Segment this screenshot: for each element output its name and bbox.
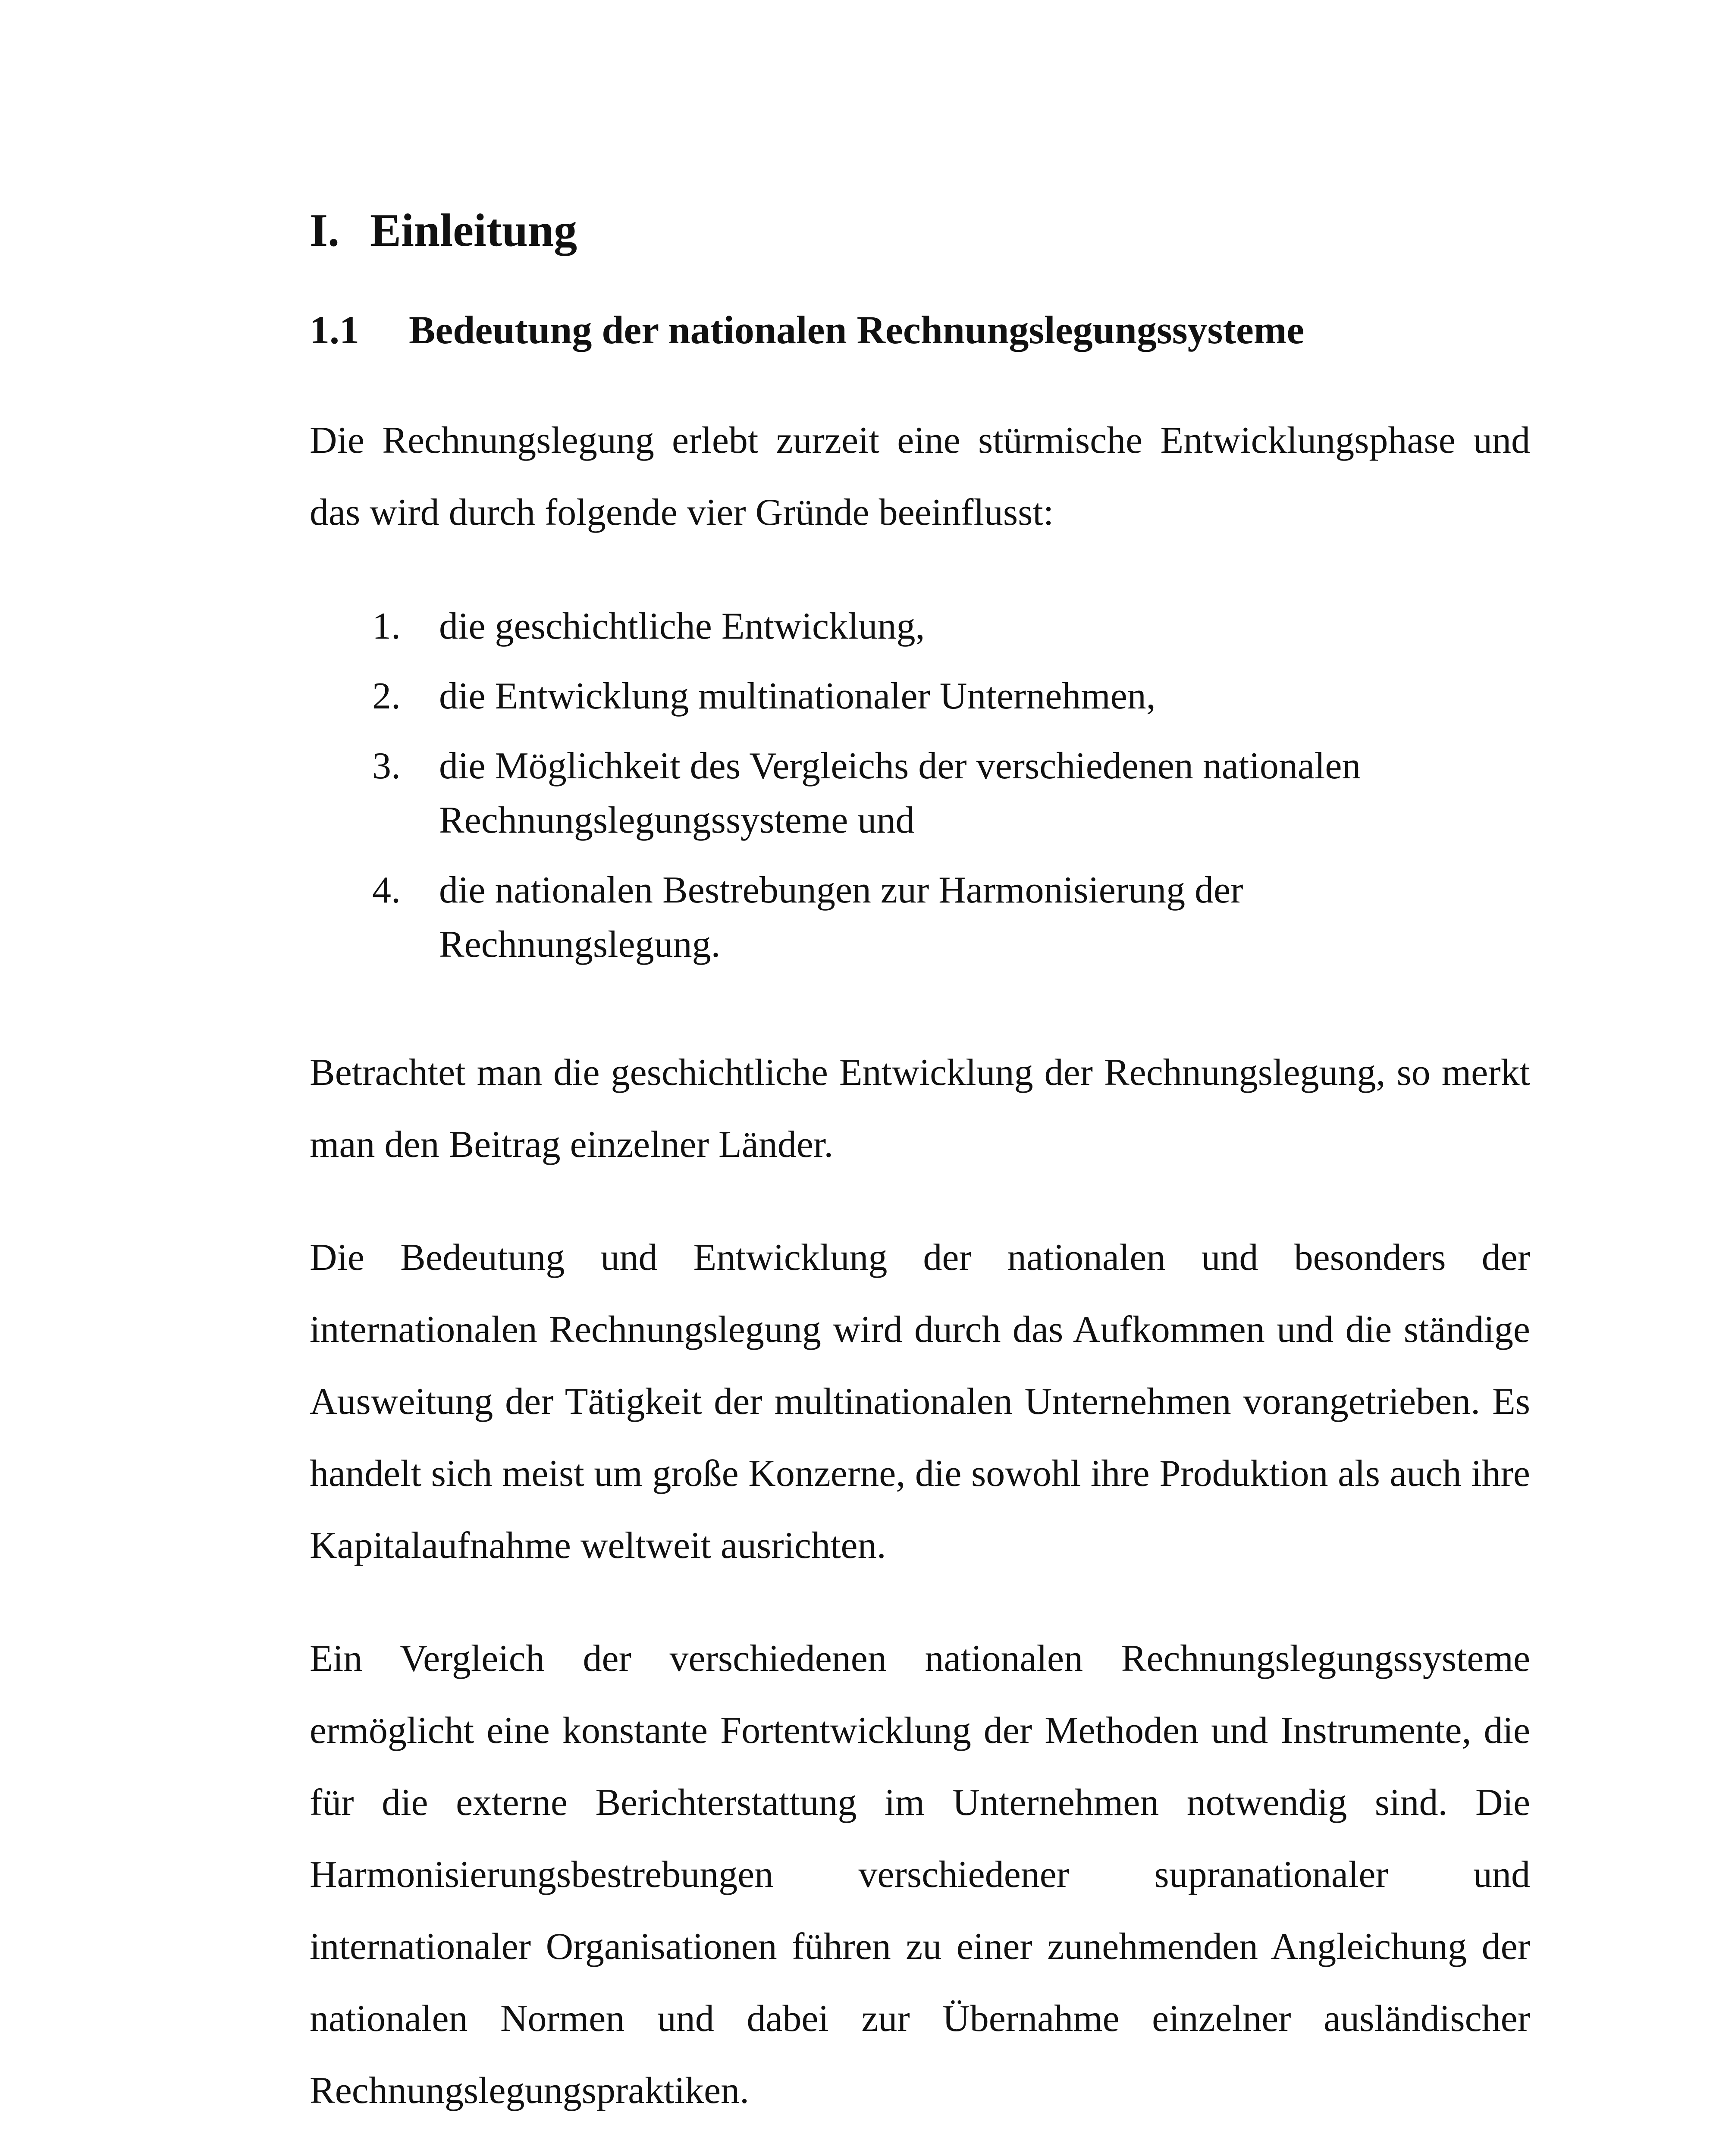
list-item-text: die nationalen Bestrebungen zur Harmonisierung der Rechnungslegung. — [439, 869, 1243, 965]
section-title: Bedeutung der nationalen Rechnungslegungssysteme — [409, 308, 1305, 352]
list-item — [310, 739, 1530, 848]
history-paragraph: Betrachtet man die geschichtliche Entwicklung der Rechnungslegung, so merkt man den Beitrag einzelner Länder. — [310, 1052, 1530, 1166]
multinational-paragraph: Die Bedeutung und Entwicklung der nationalen und besonders der internationalen Rechnungslegung wird durch das Aufkommen und die ständige Ausweitung der Tätigkeit der multinationalen Unternehmen vorangetrieben. Es handelt sich meist um große Konzerne, die sowohl ihre Produktion als auch ihre Kapitalaufnahme weltweit ausrichten. — [310, 1237, 1530, 1567]
list-item — [310, 863, 1530, 972]
section-number: 1.1 — [310, 308, 359, 352]
chapter-number: I. — [310, 205, 340, 256]
list-item-text: die Möglichkeit des Vergleichs der verschiedenen nationalen Rechnungslegungssysteme und — [439, 745, 1361, 841]
list-item — [310, 669, 1530, 724]
list-item — [310, 599, 1530, 654]
list-marker: 1. — [372, 605, 401, 647]
list-item-text: die Entwicklung multinationaler Unternehmen, — [439, 675, 1156, 717]
chapter-title: Einleitung — [370, 205, 577, 256]
chapter-heading — [310, 203, 1530, 259]
section-heading — [310, 306, 1530, 354]
list-marker: 4. — [372, 869, 401, 911]
list-marker: 2. — [372, 675, 401, 717]
list-item-text: die geschichtliche Entwicklung, — [439, 605, 925, 647]
list-marker: 3. — [372, 745, 401, 787]
comparison-paragraph: Ein Vergleich der verschiedenen nationalen Rechnungslegungssysteme ermöglicht eine konstante Fortentwicklung der Methoden und Instrumente, die für die externe Berichterstattung im Unternehmen notwendig sind. Die Harmonisierungsbestrebungen verschiedener supranationaler und internationaler Organisationen führen zu einer zunehmenden Angleichung der nationalen Normen und dabei zur Übernahme einzelner ausländischer Rechnungslegungspraktiken. — [310, 1638, 1530, 2112]
page-content — [310, 203, 1530, 2127]
reasons-list — [310, 599, 1530, 972]
intro-paragraph: Die Rechnungslegung erlebt zurzeit eine stürmische Entwicklungsphase und das wird durch folgende vier Gründe beeinflusst: — [310, 420, 1530, 533]
